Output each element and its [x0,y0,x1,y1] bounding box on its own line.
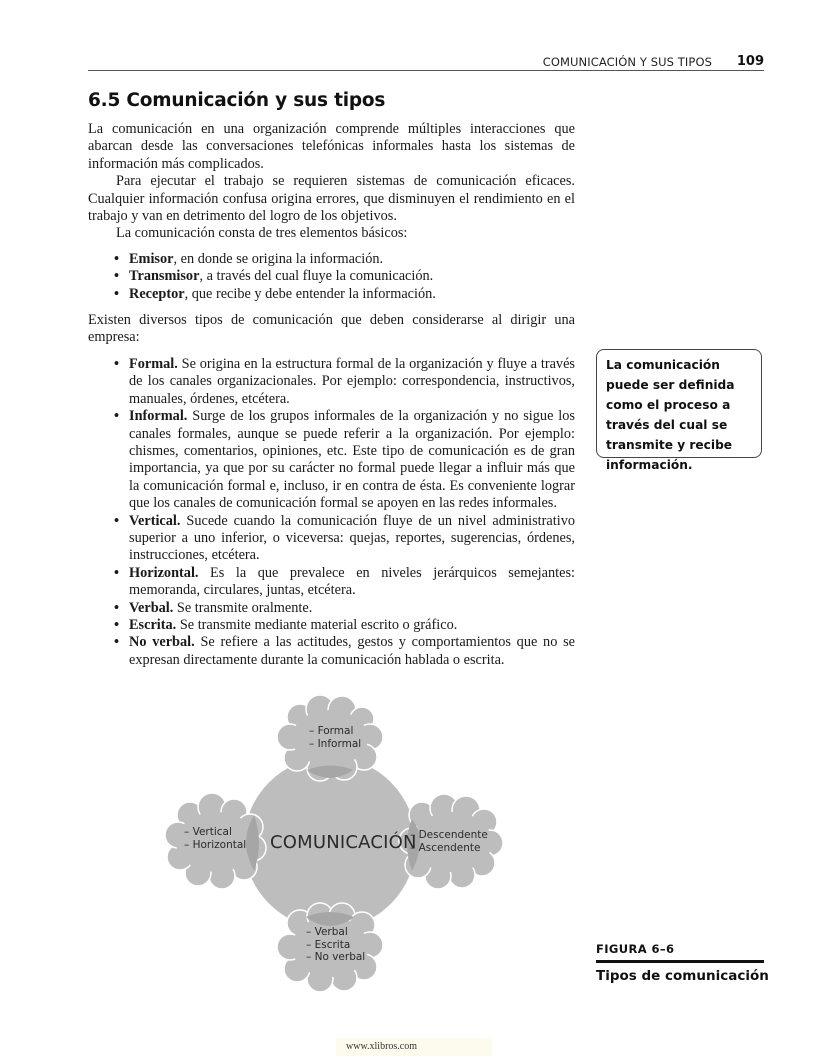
term: Receptor [129,285,185,302]
list-item: • Informal. Surge de los grupos informales de la organización y no sigue los canales formales, aunque se puede referir a la organización. Por ejemplo: chismes, comentarios, opiniones, etc. Este tipo de comunicación es de gran importancia, ya que por su carácter no formal puede llegar a influir más que la comunicación formal e, incluso, ir en contra de ésta. Es conveniente lograr que los canales de comunicación formal se apoyen en las redes informales. [88,408,575,512]
term: No verbal. [129,634,195,651]
margin-note: La comunicación puede ser definida como el proceso a través del cual se transmite y recibe información. [596,349,762,458]
term: Vertical. [129,512,181,529]
cloud-right-label: – Descendente – Ascendente [410,829,488,854]
watermark-link[interactable]: www.xlibros.com [346,1041,418,1052]
footer-watermark [336,1038,492,1056]
term: Horizontal. [129,564,199,581]
figure-caption: Tipos de comunicación [596,968,769,984]
section-title: 6.5 Comunicación y sus tipos [88,90,386,111]
communication-types-diagram [160,695,505,995]
list-item: • No verbal. Se refiere a las actitudes, gestos y comportamientos que no se expresan directamente durante la comunicación hablada o escrita. [88,634,575,669]
page-number: 109 [736,54,764,69]
list-item: • Vertical. Sucede cuando la comunicación fluye de un nivel administrativo superior a uno inferior, o viceversa: quejas, reportes, sugerencias, órdenes, instrucciones, etcétera. [88,513,575,565]
paragraph: La comunicación consta de tres elementos básicos: [116,225,408,242]
list-item: • Horizontal. Es la que prevalece en niveles jerárquicos semejantes: memoranda, circulares, juntas, etcétera. [88,565,575,600]
list-item: • Formal. Se origina en la estructura formal de la organización y fluye a través de los canales organizacionales. Por ejemplo: correspondencia, instructivos, manuales, órdenes, etcétera. [88,356,575,408]
list-item: • Transmisor, a través del cual fluye la comunicación. [88,268,575,285]
term: Escrita. [129,616,177,633]
term: Formal. [129,355,178,372]
body-text [88,121,575,669]
figure-rule [596,960,764,963]
paragraph: Para ejecutar el trabajo se requieren sistemas de comunicación eficaces. Cualquier información confusa origina errores, que disminuyen el rendimiento en el trabajo y van en detrimento del logro de los objetivos. [88,173,575,225]
cloud-left-label: – Vertical – Horizontal [184,826,247,851]
elements-list [88,251,575,303]
paragraph: Existen diversos tipos de comunicación que deben considerarse al dirigir una empresa: [88,312,575,346]
types-list [88,356,575,669]
list-item: • Receptor, que recibe y debe entender la información. [88,286,575,303]
running-head [88,54,764,71]
figure-label: FIGURA 6–6 [596,942,675,956]
paragraph: La comunicación en una organización comprende múltiples interacciones que abarcan desde las conversaciones telefónicas informales hasta los sistemas de información más complicados. [88,121,575,172]
list-item: • Verbal. Se transmite oralmente. [88,600,575,617]
cloud-bottom-label: – Verbal – Escrita – No verbal [306,926,366,963]
term: Verbal. [129,599,174,616]
cloud-top-label: – Formal – Informal [309,725,362,750]
term: Emisor [129,250,174,267]
center-label: COMUNICACIÓN [270,832,417,853]
running-head-title: COMUNICACIÓN Y SUS TIPOS [542,55,712,69]
term: Informal. [129,408,188,425]
list-item: • Emisor, en donde se origina la información. [88,251,575,268]
list-item: • Escrita. Se transmite mediante material escrito o gráfico. [88,617,575,634]
term: Transmisor [129,268,200,285]
